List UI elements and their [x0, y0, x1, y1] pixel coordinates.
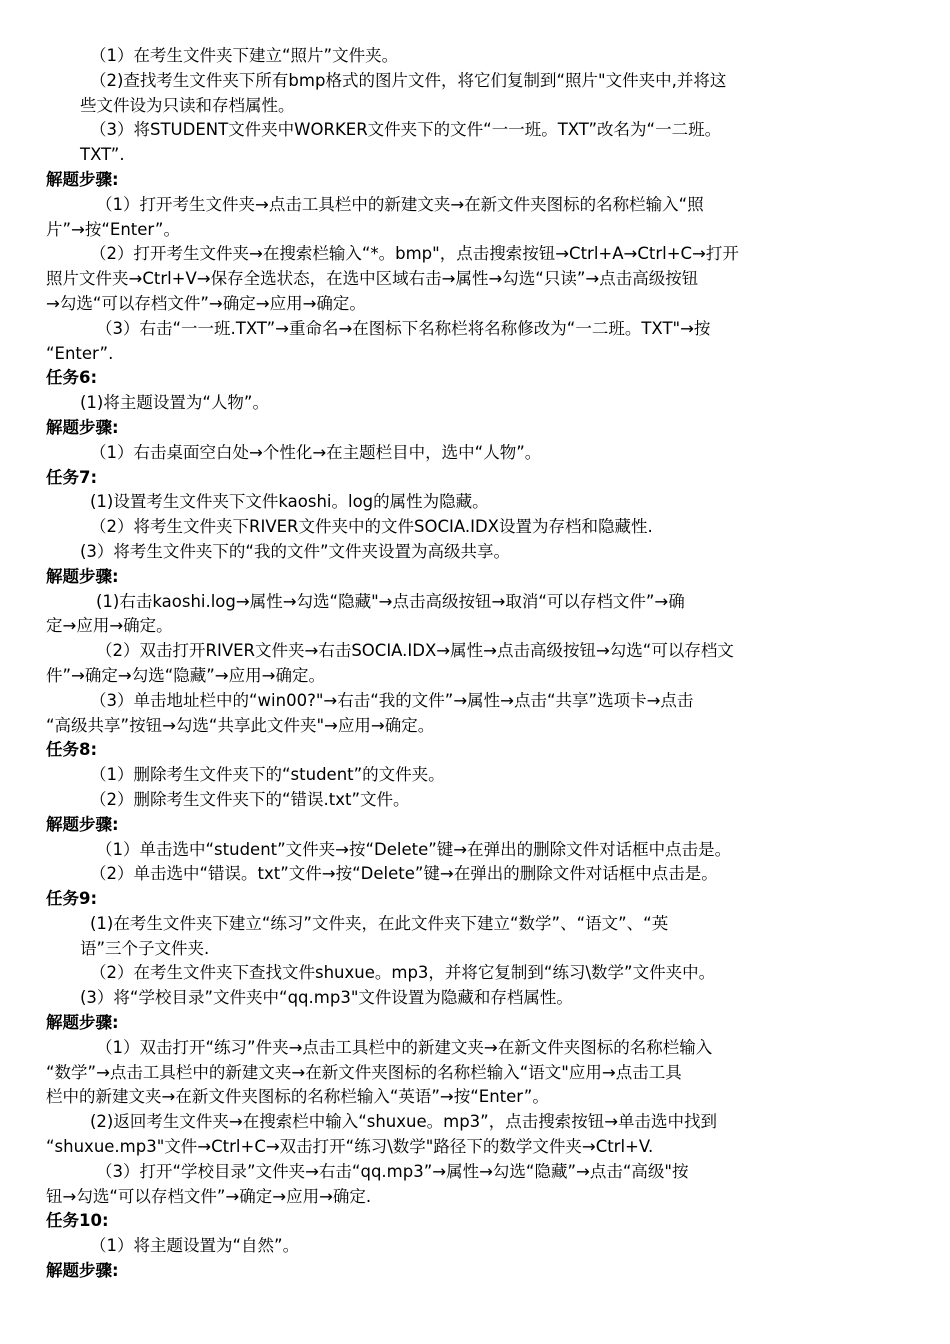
task-item-line: (3）将“学校目录”文件夹中“qq.mp3"文件设置为隐藏和存档属性。	[80, 988, 573, 1008]
task-item-line: （1）删除考生文件夹下的“student”的文件夹。	[90, 765, 445, 785]
task-item-line: （3）将STUDENT文件夹中WORKER文件夹下的文件“一一班。TXT”改名为“一二班。	[90, 120, 722, 140]
section-heading: 任务6:	[46, 368, 98, 388]
section-heading: 任务10:	[46, 1211, 109, 1231]
task-item-line: (1)将主题设置为“人物”。	[80, 393, 269, 413]
solution-step-line: （3）单击地址栏中的“win00?"→右击“我的文件”→属性→点击“共享”选项卡→点击	[90, 690, 694, 710]
task-item-line: （2）在考生文件夹下查找文件shuxue。mp3，并将它复制到“练习\数学”文件夹中。	[90, 963, 716, 983]
solution-step-line: “Enter”.	[46, 343, 114, 363]
solution-step-line: 定→应用→确定。	[46, 616, 173, 636]
task-item-line: 语”三个子文件夹.	[80, 938, 210, 958]
solution-step-line: （1）单击选中“student”文件夹→按“Delete”键→在弹出的删除文件对话框中点击是。	[96, 839, 732, 859]
section-heading: 任务9:	[46, 889, 98, 909]
solution-step-line: →勾选“可以存档文件”→确定→应用→确定。	[46, 293, 366, 313]
solution-step-line: 片”→按“Enter”。	[46, 219, 180, 239]
section-heading: 任务8:	[46, 740, 98, 760]
solution-step-line: （2）单击选中“错误。txt”文件→按“Delete”键→在弹出的删除文件对话框中点击是。	[90, 864, 718, 884]
solution-step-line: “数学”→点击工具栏中的新建文夹→在新文件夹图标的名称栏输入“语文"应用→点击工具	[46, 1062, 682, 1082]
section-heading: 解题步骤:	[46, 1261, 119, 1281]
solution-step-line: （1）双击打开“练习”件夹→点击工具栏中的新建文夹→在新文件夹图标的名称栏输入	[96, 1037, 713, 1057]
solution-step-line: 照片文件夹→Ctrl+V→保存全选状态，在选中区域右击→属性→勾选“只读”→点击高级按钮	[46, 269, 699, 289]
solution-step-line: 件”→确定→勾选“隐藏”→应用→确定。	[46, 665, 325, 685]
solution-step-line: （3）打开“学校目录”文件夹→右击“qq.mp3”→属性→勾选“隐藏”→点击“高级"按	[96, 1161, 689, 1181]
solution-step-line: “高级共享”按钮→勾选“共享此文件夹"→应用→确定。	[46, 715, 435, 735]
solution-step-line: (1)右击kaoshi.log→属性→勾选“隐藏"→点击高级按钮→取消“可以存档文件”→确	[96, 591, 685, 611]
task-item-line: (1)在考生文件夹下建立“练习”文件夹，在此文件夹下建立“数学”、“语文”、“英	[90, 913, 669, 933]
solution-step-line: “shuxue.mp3"文件→Ctrl+C→双击打开“练习\数学"路径下的数学文件夹→Ctrl+V.	[46, 1137, 654, 1157]
solution-step-line: （3）右击“一一班.TXT”→重命名→在图标下名称栏将名称修改为“一二班。TXT"→按	[96, 318, 711, 338]
section-heading: 解题步骤:	[46, 1013, 119, 1033]
task-item-line: （2）将考生文件夹下RIVER文件夹中的文件SOCIA.IDX设置为存档和隐藏性.	[90, 517, 653, 537]
task-item-line: （2）删除考生文件夹下的“错误.txt”文件。	[90, 789, 410, 809]
task-item-line: （1）将主题设置为“自然”。	[90, 1236, 300, 1256]
task-item-line: (1)设置考生文件夹下文件kaoshi。log的属性为隐藏。	[90, 492, 489, 512]
solution-step-line: 钮→勾选“可以存档文件”→确定→应用→确定.	[46, 1186, 372, 1206]
section-heading: 解题步骤:	[46, 417, 119, 437]
section-heading: 解题步骤:	[46, 566, 119, 586]
task-item-line: (3）将考生文件夹下的“我的文件”文件夹设置为高级共享。	[80, 541, 511, 561]
solution-step-line: （1）右击桌面空白处→个性化→在主题栏目中，选中“人物”。	[90, 442, 542, 462]
task-item-line: （2)查找考生文件夹下所有bmp格式的图片文件，将它们复制到“照片"文件夹中,并将这	[90, 70, 727, 90]
task-item-line: （1）在考生文件夹下建立“照片”文件夹。	[90, 46, 399, 65]
solution-step-line: （2）打开考生文件夹→在搜索栏输入“*。bmp"，点击搜索按钮→Ctrl+A→Ctrl+C→打开	[90, 244, 739, 264]
section-heading: 解题步骤:	[46, 169, 119, 189]
task-item-line: 些文件设为只读和存档属性。	[80, 95, 295, 115]
solution-step-line: 栏中的新建文夹→在新文件夹图标的名称栏输入“英语”→按“Enter”。	[46, 1087, 549, 1107]
solution-step-line: （2）双击打开RIVER文件夹→右击SOCIA.IDX→属性→点击高级按钮→勾选“可以存档文	[96, 641, 734, 661]
solution-step-line: (2)返回考生文件夹→在搜索栏中输入“shuxue。mp3”，点击搜索按钮→单击选中找到	[90, 1112, 718, 1132]
section-heading: 任务7:	[46, 467, 98, 487]
section-heading: 解题步骤:	[46, 814, 119, 834]
solution-step-line: （1）打开考生文件夹→点击工具栏中的新建文夹→在新文件夹图标的名称栏输入“照	[96, 194, 704, 214]
task-item-line: TXT”.	[80, 145, 125, 165]
